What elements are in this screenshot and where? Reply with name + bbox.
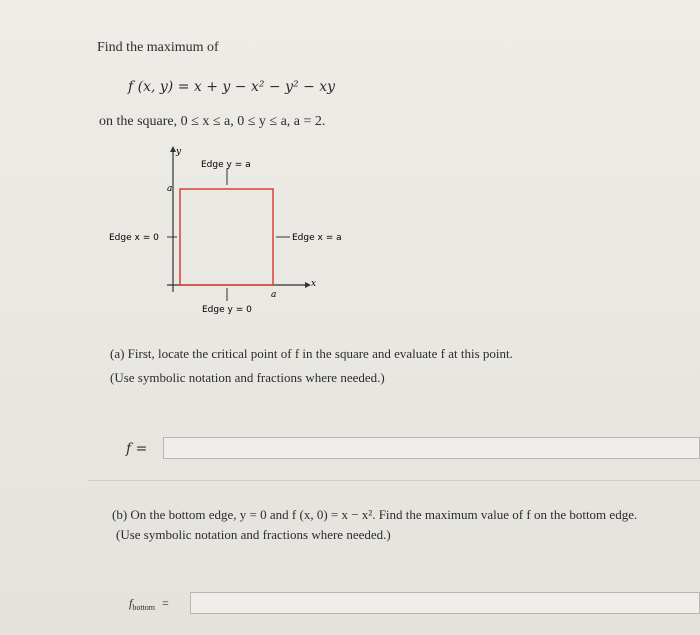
x-axis-label: x [311, 279, 317, 289]
red-square [180, 189, 273, 285]
function-definition: f (x, y) = x + y − x² − y² − xy [128, 79, 336, 95]
part-a-answer-label: f = [126, 441, 148, 457]
part-a-prompt: (a) First, locate the critical point of f in the square and evaluate f at this point. [110, 346, 513, 361]
y-axis-label: y [176, 147, 182, 157]
part-b-answer-label: f [129, 596, 133, 610]
section-divider [88, 480, 700, 481]
edge-top-label: Edge y = a [201, 160, 251, 170]
part-b-answer-label-group [129, 596, 169, 612]
part-b-prompt: (b) On the bottom edge, y = 0 and f (x, 0) = x − x². Find the maximum value of f on the bottom edge. [112, 507, 638, 522]
y-tick-a: a [167, 184, 173, 194]
part-b-answer-label-subscript: bottom [132, 603, 156, 612]
part-b-answer-field[interactable] [190, 592, 700, 614]
edge-bottom-label: Edge y = 0 [202, 305, 252, 315]
domain-statement: on the square, 0 ≤ x ≤ a, 0 ≤ y ≤ a, a = 2. [99, 114, 326, 129]
part-a-answer-field[interactable] [163, 437, 700, 459]
x-tick-a: a [271, 290, 277, 300]
edge-right-label: Edge x = a [292, 233, 342, 243]
square-domain-diagram [105, 140, 345, 325]
part-b-note: (Use symbolic notation and fractions where needed.) [116, 527, 391, 542]
edge-left-label: Edge x = 0 [109, 233, 159, 243]
part-a-note: (Use symbolic notation and fractions where needed.) [110, 370, 385, 385]
problem-intro: Find the maximum of [97, 40, 219, 55]
part-b-answer-equals: = [162, 596, 169, 610]
